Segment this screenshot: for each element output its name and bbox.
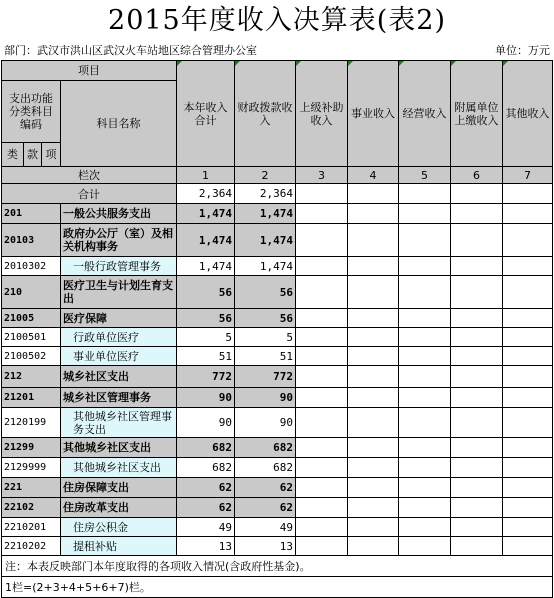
row-col-1: 5 xyxy=(177,328,235,347)
row-col-2: 90 xyxy=(235,388,296,408)
row-col-3 xyxy=(296,438,348,458)
row-col-1: 51 xyxy=(177,347,235,366)
row-col-1: 1,474 xyxy=(177,224,235,257)
row-subject-name: 住房改革支出 xyxy=(61,498,177,518)
row-col-6 xyxy=(451,498,503,518)
row-col-3 xyxy=(296,309,348,328)
table-row xyxy=(2,328,553,347)
row-col-4 xyxy=(348,309,399,328)
table-row xyxy=(2,408,553,438)
row-col-1: 1,474 xyxy=(177,257,235,276)
header-col-3: 上级补助收入 xyxy=(296,61,348,167)
total-label: 合计 xyxy=(2,184,177,204)
row-col-5 xyxy=(399,347,451,366)
row-col-1: 772 xyxy=(177,366,235,388)
row-col-6 xyxy=(451,388,503,408)
row-code: 2129999 xyxy=(2,458,61,478)
row-col-4 xyxy=(348,478,399,498)
row-col-4 xyxy=(348,224,399,257)
row-code: 2100502 xyxy=(2,347,61,366)
row-code: 201 xyxy=(2,204,61,224)
row-col-7 xyxy=(503,347,553,366)
row-col-3 xyxy=(296,224,348,257)
row-col-7 xyxy=(503,366,553,388)
report-title: 2015年度收入决算表(表2) xyxy=(108,5,446,36)
row-col-4 xyxy=(348,204,399,224)
row-col-2: 51 xyxy=(235,347,296,366)
row-col-3 xyxy=(296,366,348,388)
row-col-3 xyxy=(296,518,348,537)
table-row xyxy=(2,537,553,556)
row-col-2: 56 xyxy=(235,309,296,328)
row-col-4 xyxy=(348,347,399,366)
row-col-7 xyxy=(503,408,553,438)
row-col-6 xyxy=(451,204,503,224)
row-col-6 xyxy=(451,257,503,276)
table-row xyxy=(2,347,553,366)
row-col-5 xyxy=(399,537,451,556)
row-col-2: 1,474 xyxy=(235,204,296,224)
row-col-1: 56 xyxy=(177,309,235,328)
row-code: 20103 xyxy=(2,224,61,257)
row-code: 2210202 xyxy=(2,537,61,556)
row-subject-name: 其他城乡社区管理事务支出 xyxy=(61,408,177,438)
header-item: 项目 xyxy=(2,61,177,81)
row-col-3 xyxy=(296,537,348,556)
row-col-3 xyxy=(296,388,348,408)
row-col-2: 772 xyxy=(235,366,296,388)
row-col-6 xyxy=(451,537,503,556)
row-code: 22102 xyxy=(2,498,61,518)
row-col-5 xyxy=(399,388,451,408)
row-subject-name: 一般公共服务支出 xyxy=(61,204,177,224)
row-code: 2100501 xyxy=(2,328,61,347)
row-col-6 xyxy=(451,276,503,309)
row-subject-name: 医疗保障 xyxy=(61,309,177,328)
row-col-5 xyxy=(399,366,451,388)
row-col-5 xyxy=(399,438,451,458)
row-subject-name: 住房公积金 xyxy=(61,518,177,537)
row-subject-name: 医疗卫生与计划生育支出 xyxy=(61,276,177,309)
row-col-7 xyxy=(503,518,553,537)
row-col-6 xyxy=(451,224,503,257)
total-col-1: 2,364 xyxy=(177,184,235,204)
row-col-4 xyxy=(348,537,399,556)
row-col-4 xyxy=(348,328,399,347)
row-col-2: 1,474 xyxy=(235,224,296,257)
row-col-4 xyxy=(348,408,399,438)
row-col-6 xyxy=(451,478,503,498)
header-kuan: 款 xyxy=(24,143,42,167)
row-col-1: 682 xyxy=(177,458,235,478)
table-row xyxy=(2,276,553,309)
row-col-3 xyxy=(296,498,348,518)
row-subject-name: 城乡社区管理事务 xyxy=(61,388,177,408)
row-col-6 xyxy=(451,438,503,458)
header-col-6: 附属单位上缴收入 xyxy=(451,61,503,167)
row-col-2: 62 xyxy=(235,478,296,498)
row-subject-name: 住房保障支出 xyxy=(61,478,177,498)
header-col-4: 事业收入 xyxy=(348,61,399,167)
row-col-5 xyxy=(399,204,451,224)
total-col-4 xyxy=(348,184,399,204)
row-col-7 xyxy=(503,438,553,458)
row-col-1: 62 xyxy=(177,478,235,498)
table-row xyxy=(2,204,553,224)
row-col-2: 1,474 xyxy=(235,257,296,276)
row-col-1: 1,474 xyxy=(177,204,235,224)
total-col-2: 2,364 xyxy=(235,184,296,204)
row-col-7 xyxy=(503,388,553,408)
row-col-5 xyxy=(399,498,451,518)
row-code: 212 xyxy=(2,366,61,388)
row-col-7 xyxy=(503,224,553,257)
table-row xyxy=(2,478,553,498)
row-col-7 xyxy=(503,537,553,556)
header-lanci: 栏次 xyxy=(2,167,177,184)
header-col-7: 其他收入 xyxy=(503,61,553,167)
row-col-6 xyxy=(451,458,503,478)
row-subject-name: 政府办公厅（室）及相关机构事务 xyxy=(61,224,177,257)
header-lei: 类 xyxy=(2,143,24,167)
col-number-6: 6 xyxy=(451,167,503,184)
table-row xyxy=(2,309,553,328)
row-col-2: 56 xyxy=(235,276,296,309)
row-col-5 xyxy=(399,224,451,257)
row-col-5 xyxy=(399,276,451,309)
row-col-1: 13 xyxy=(177,537,235,556)
row-col-4 xyxy=(348,498,399,518)
row-col-3 xyxy=(296,328,348,347)
row-subject-name: 提租补贴 xyxy=(61,537,177,556)
total-col-6 xyxy=(451,184,503,204)
row-col-2: 682 xyxy=(235,438,296,458)
row-col-7 xyxy=(503,276,553,309)
row-col-5 xyxy=(399,478,451,498)
row-col-5 xyxy=(399,408,451,438)
row-col-4 xyxy=(348,388,399,408)
footnote-1: 注：本表反映部门本年度取得的各项收入情况(含政府性基金)。 xyxy=(1,556,553,577)
table-row xyxy=(2,224,553,257)
table-row xyxy=(2,518,553,537)
row-col-7 xyxy=(503,204,553,224)
row-subject-name: 一般行政管理事务 xyxy=(61,257,177,276)
row-code: 2210201 xyxy=(2,518,61,537)
header-xiang: 项 xyxy=(42,143,61,167)
row-col-3 xyxy=(296,257,348,276)
row-col-6 xyxy=(451,366,503,388)
row-col-5 xyxy=(399,518,451,537)
row-code: 210 xyxy=(2,276,61,309)
row-col-6 xyxy=(451,408,503,438)
row-subject-name: 事业单位医疗 xyxy=(61,347,177,366)
row-col-3 xyxy=(296,408,348,438)
header-col-5: 经营收入 xyxy=(399,61,451,167)
department-label: 部门：武汉市洪山区武汉火车站地区综合管理办公室 xyxy=(4,44,257,57)
row-col-5 xyxy=(399,458,451,478)
row-col-3 xyxy=(296,478,348,498)
total-col-3 xyxy=(296,184,348,204)
row-col-6 xyxy=(451,518,503,537)
row-code: 21201 xyxy=(2,388,61,408)
header-col-2: 财政拨款收入 xyxy=(235,61,296,167)
row-col-4 xyxy=(348,366,399,388)
table-row xyxy=(2,366,553,388)
row-col-1: 62 xyxy=(177,498,235,518)
total-col-7 xyxy=(503,184,553,204)
row-code: 2010302 xyxy=(2,257,61,276)
col-number-2: 2 xyxy=(235,167,296,184)
row-col-4 xyxy=(348,257,399,276)
row-subject-name: 其他城乡社区支出 xyxy=(61,458,177,478)
row-col-7 xyxy=(503,478,553,498)
row-col-1: 682 xyxy=(177,438,235,458)
col-number-7: 7 xyxy=(503,167,553,184)
table-row xyxy=(2,498,553,518)
row-subject-name: 其他城乡社区支出 xyxy=(61,438,177,458)
row-col-3 xyxy=(296,276,348,309)
row-col-2: 62 xyxy=(235,498,296,518)
row-col-7 xyxy=(503,257,553,276)
row-col-7 xyxy=(503,458,553,478)
row-col-5 xyxy=(399,328,451,347)
unit-label: 单位：万元 xyxy=(495,44,550,57)
row-col-2: 682 xyxy=(235,458,296,478)
row-col-7 xyxy=(503,309,553,328)
col-number-3: 3 xyxy=(296,167,348,184)
table-row xyxy=(2,388,553,408)
row-col-3 xyxy=(296,204,348,224)
row-subject-name: 城乡社区支出 xyxy=(61,366,177,388)
row-code: 221 xyxy=(2,478,61,498)
row-col-4 xyxy=(348,458,399,478)
row-col-2: 13 xyxy=(235,537,296,556)
col-number-1: 1 xyxy=(177,167,235,184)
row-col-2: 5 xyxy=(235,328,296,347)
total-col-5 xyxy=(399,184,451,204)
row-col-4 xyxy=(348,438,399,458)
row-col-6 xyxy=(451,328,503,347)
row-col-1: 90 xyxy=(177,408,235,438)
table-row xyxy=(2,458,553,478)
row-col-1: 90 xyxy=(177,388,235,408)
income-table xyxy=(1,60,553,556)
row-code: 21005 xyxy=(2,309,61,328)
row-col-5 xyxy=(399,257,451,276)
row-col-7 xyxy=(503,328,553,347)
row-col-3 xyxy=(296,347,348,366)
row-col-5 xyxy=(399,309,451,328)
row-col-2: 49 xyxy=(235,518,296,537)
row-col-1: 56 xyxy=(177,276,235,309)
row-col-6 xyxy=(451,309,503,328)
row-col-6 xyxy=(451,347,503,366)
row-code: 21299 xyxy=(2,438,61,458)
footnote-2: 1栏=(2+3+4+5+6+7)栏。 xyxy=(1,577,553,598)
header-func-code: 支出功能分类科目编码 xyxy=(2,81,61,143)
header-col-1: 本年收入合计 xyxy=(177,61,235,167)
col-number-4: 4 xyxy=(348,167,399,184)
row-code: 2120199 xyxy=(2,408,61,438)
header-subject-name: 科目名称 xyxy=(61,81,177,167)
col-number-5: 5 xyxy=(399,167,451,184)
row-col-4 xyxy=(348,518,399,537)
row-subject-name: 行政单位医疗 xyxy=(61,328,177,347)
row-col-2: 90 xyxy=(235,408,296,438)
row-col-1: 49 xyxy=(177,518,235,537)
table-row xyxy=(2,438,553,458)
row-col-4 xyxy=(348,276,399,309)
row-col-3 xyxy=(296,458,348,478)
table-row xyxy=(2,257,553,276)
row-col-7 xyxy=(503,498,553,518)
total-row xyxy=(2,184,553,204)
